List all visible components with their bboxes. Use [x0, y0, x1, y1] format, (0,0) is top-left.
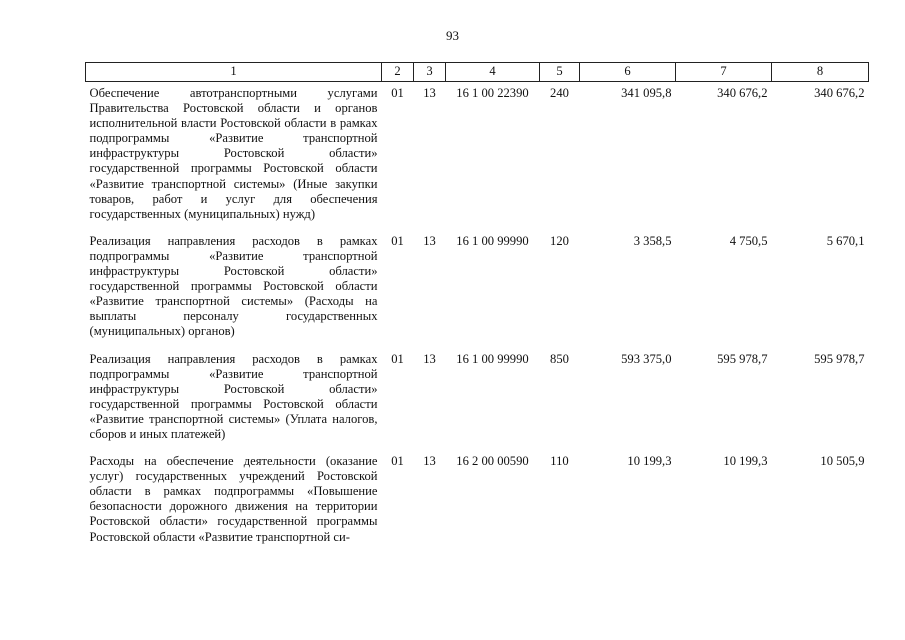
subsection-code: 13 — [423, 351, 436, 366]
amount-col7: 4 750,5 — [729, 233, 768, 248]
table-row — [86, 348, 869, 451]
column-header: 3 — [414, 63, 446, 82]
column-header: 5 — [540, 63, 580, 82]
page-number: 93 — [446, 28, 459, 43]
expense-type-code: 850 — [550, 351, 569, 366]
section-code: 01 — [391, 233, 404, 248]
amount-col6: 341 095,8 — [621, 86, 672, 100]
column-header: 4 — [446, 63, 540, 82]
table-row — [86, 230, 869, 348]
row-description: Реализация направления расходов в рамках подпрограммы «Развитие транспортной инфраструктуры Ростовской области» государственной программы Ростовской области «Развитие транспортной системы» (Уплата налогов, сборов и иных платежей) — [89, 351, 378, 441]
column-header: 1 — [86, 63, 382, 82]
target-article-code: 16 1 00 22390 — [456, 86, 529, 100]
row-description: Расходы на обеспечение деятельности (оказание услуг) государственных учреждений Ростовской области в рамках подпрограммы «Повышение безопасности дорожного движения на территории Ростовской области» государственной программы Ростовской области «Развитие транспортной си- — [89, 454, 378, 544]
column-header: 2 — [382, 63, 414, 82]
subsection-code: 13 — [423, 233, 436, 248]
amount-col6: 593 375,0 — [621, 351, 672, 366]
expense-type-code: 120 — [550, 233, 569, 248]
amount-col7: 10 199,3 — [723, 454, 768, 469]
amount-col8: 595 978,7 — [814, 351, 865, 366]
row-description: Реализация направления расходов в рамках подпрограммы «Развитие транспортной инфраструктуры Ростовской области» государственной программы Ростовской области «Развитие транспортной системы» (Расходы на выплаты персоналу государственных (муниципальных) органов) — [89, 233, 378, 339]
expense-type-code: 240 — [550, 86, 569, 100]
section-code: 01 — [391, 454, 404, 469]
expense-type-code: 110 — [550, 454, 569, 469]
column-header: 8 — [772, 63, 869, 82]
amount-col7: 595 978,7 — [717, 351, 768, 366]
section-code: 01 — [391, 86, 404, 100]
amount-col8: 10 505,9 — [820, 454, 865, 469]
amount-col8: 340 676,2 — [814, 86, 865, 100]
table-row — [86, 82, 869, 230]
target-article-code: 16 2 00 00590 — [456, 454, 529, 469]
header-row — [86, 63, 869, 82]
subsection-code: 13 — [423, 454, 436, 469]
section-code: 01 — [391, 351, 404, 366]
row-description: Обеспечение автотранспортными услугами Правительства Ростовской области и органов исполнительной власти Ростовской области в рамках подпрограммы «Развитие транспортной инфраструктуры Ростовской области» государственной программы Ростовской области «Развитие транспортной системы» (Иные закупки товаров, работ и услуг для обеспечения государственных (муниципальных) нужд) — [89, 86, 378, 221]
column-header: 6 — [580, 63, 676, 82]
column-header: 7 — [676, 63, 772, 82]
budget-table — [85, 62, 869, 545]
table-row — [86, 450, 869, 545]
amount-col6: 3 358,5 — [633, 233, 672, 248]
target-article-code: 16 1 00 99990 — [456, 351, 529, 366]
amount-col8: 5 670,1 — [826, 233, 865, 248]
subsection-code: 13 — [423, 86, 436, 100]
amount-col6: 10 199,3 — [627, 454, 672, 469]
amount-col7: 340 676,2 — [717, 86, 768, 100]
target-article-code: 16 1 00 99990 — [456, 233, 529, 248]
